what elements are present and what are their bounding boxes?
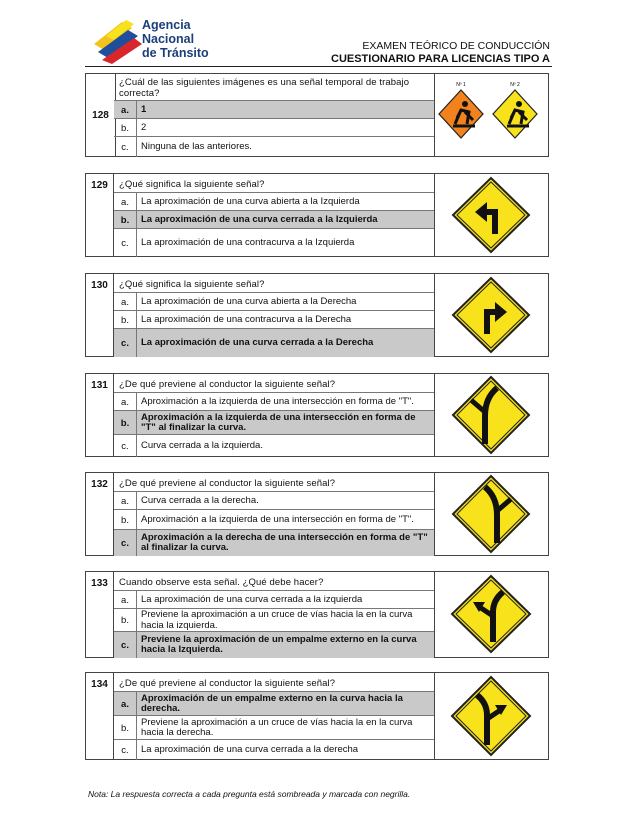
question-129 <box>85 173 549 257</box>
question-text: ¿Cuál de las siguientes imágenes es una señal temporal de trabajo correcta? <box>119 77 410 99</box>
question-image <box>434 174 549 256</box>
question-image <box>434 673 549 759</box>
question-number: 130 <box>85 274 114 356</box>
sharp-curve-right-sign-icon <box>435 274 548 356</box>
question-text: Cuando observe esta señal. ¿Qué debe hacer? <box>119 577 324 588</box>
option-c[interactable]: c. Aproximación a la derecha de una intersección en forma de "T" al finalizar la curva. <box>114 529 434 556</box>
option-a[interactable]: a. La aproximación de una curva abierta a la Derecha <box>114 292 434 311</box>
question-image <box>434 473 549 555</box>
question-133 <box>85 571 549 658</box>
footnote: Nota: La respuesta correcta a cada pregunta está sombreada y marcada con negrilla. <box>88 789 411 799</box>
exam-subtitle: CUESTIONARIO PARA LICENCIAS TIPO A <box>331 53 550 65</box>
question-number: 133 <box>85 572 114 657</box>
option-a[interactable]: a. La aproximación de una curva abierta a la Izquierda <box>114 192 434 211</box>
option-a[interactable]: a. Aproximación a la izquierda de una intersección en forma de "T". <box>114 392 434 411</box>
option-c[interactable]: c. La aproximación de una contracurva a la Izquierda <box>114 228 434 257</box>
option-b[interactable]: b. 2 <box>114 118 434 137</box>
t-intersection-curve-left-sign-icon <box>435 374 548 456</box>
option-a[interactable]: a. Curva cerrada a la derecha. <box>114 491 434 510</box>
option-a[interactable]: a. 1 <box>114 100 434 119</box>
question-134 <box>85 672 549 760</box>
option-b[interactable]: b. Previene la aproximación a un cruce de vías hacia la en la curva hacia la izquierda. <box>114 608 434 632</box>
question-number: 128 <box>85 74 116 156</box>
question-text: ¿Qué significa la siguiente señal? <box>119 179 265 190</box>
sign-label-1: Nº 1 <box>456 82 466 88</box>
work-signs-image <box>435 74 548 156</box>
question-132 <box>85 472 549 556</box>
sharp-curve-left-sign-icon <box>435 174 548 256</box>
question-131 <box>85 373 549 457</box>
question-number: 132 <box>85 473 114 555</box>
option-c[interactable]: c. La aproximación de una curva cerrada a la Derecha <box>114 328 434 357</box>
option-b[interactable]: b. La aproximación de una contracurva a la Derecha <box>114 310 434 329</box>
option-b[interactable]: b. La aproximación de una curva cerrada a la Izquierda <box>114 210 434 229</box>
junction-curve-left-sign-icon <box>435 572 548 657</box>
question-text: ¿De qué previene al conductor la siguiente señal? <box>119 379 336 390</box>
worker-sign-yellow-icon <box>493 90 537 138</box>
option-c[interactable]: c. Curva cerrada a la izquierda. <box>114 434 434 457</box>
question-number: 129 <box>85 174 114 256</box>
question-text: ¿Qué significa la siguiente señal? <box>119 279 265 290</box>
question-image <box>434 572 549 657</box>
question-text: ¿De qué previene al conductor la siguiente señal? <box>119 678 336 689</box>
option-b[interactable]: b. Aproximación a la izquierda de una intersección en forma de "T" al finalizar la curva. <box>114 410 434 435</box>
header-divider <box>85 66 552 67</box>
exam-title: EXAMEN TEÓRICO DE CONDUCCIÓN <box>362 40 550 52</box>
question-128 <box>85 73 549 157</box>
option-c[interactable]: c. Ninguna de las anteriores. <box>114 136 434 157</box>
option-a[interactable]: a. Aproximación de un empalme externo en la curva hacia la derecha. <box>114 691 434 716</box>
question-text: ¿De qué previene al conductor la siguiente señal? <box>119 478 336 489</box>
option-c[interactable]: c. La aproximación de una curva cerrada a la derecha <box>114 739 434 760</box>
question-image <box>434 74 549 156</box>
question-number: 134 <box>85 673 114 759</box>
worker-sign-orange-icon <box>439 90 483 138</box>
option-a[interactable]: a. La aproximación de una curva cerrada a la izquierda <box>114 590 434 609</box>
option-c[interactable]: c. Previene la aproximación de un empalme externo en la curva hacia la Izquierda. <box>114 631 434 658</box>
junction-curve-right-sign-icon <box>435 673 548 759</box>
option-b[interactable]: b. Aproximación a la izquierda de una intersección en forma de "T". <box>114 509 434 530</box>
agency-name: Agencia Nacional de Tránsito <box>142 18 209 60</box>
question-130 <box>85 273 549 357</box>
t-intersection-curve-right-sign-icon <box>435 473 548 555</box>
question-image <box>434 374 549 456</box>
option-b[interactable]: b. Previene la aproximación a un cruce de vías hacia la en la curva hacia la derecha. <box>114 715 434 740</box>
question-number: 131 <box>85 374 114 456</box>
sign-label-2: Nº 2 <box>510 82 520 88</box>
question-image <box>434 274 549 356</box>
